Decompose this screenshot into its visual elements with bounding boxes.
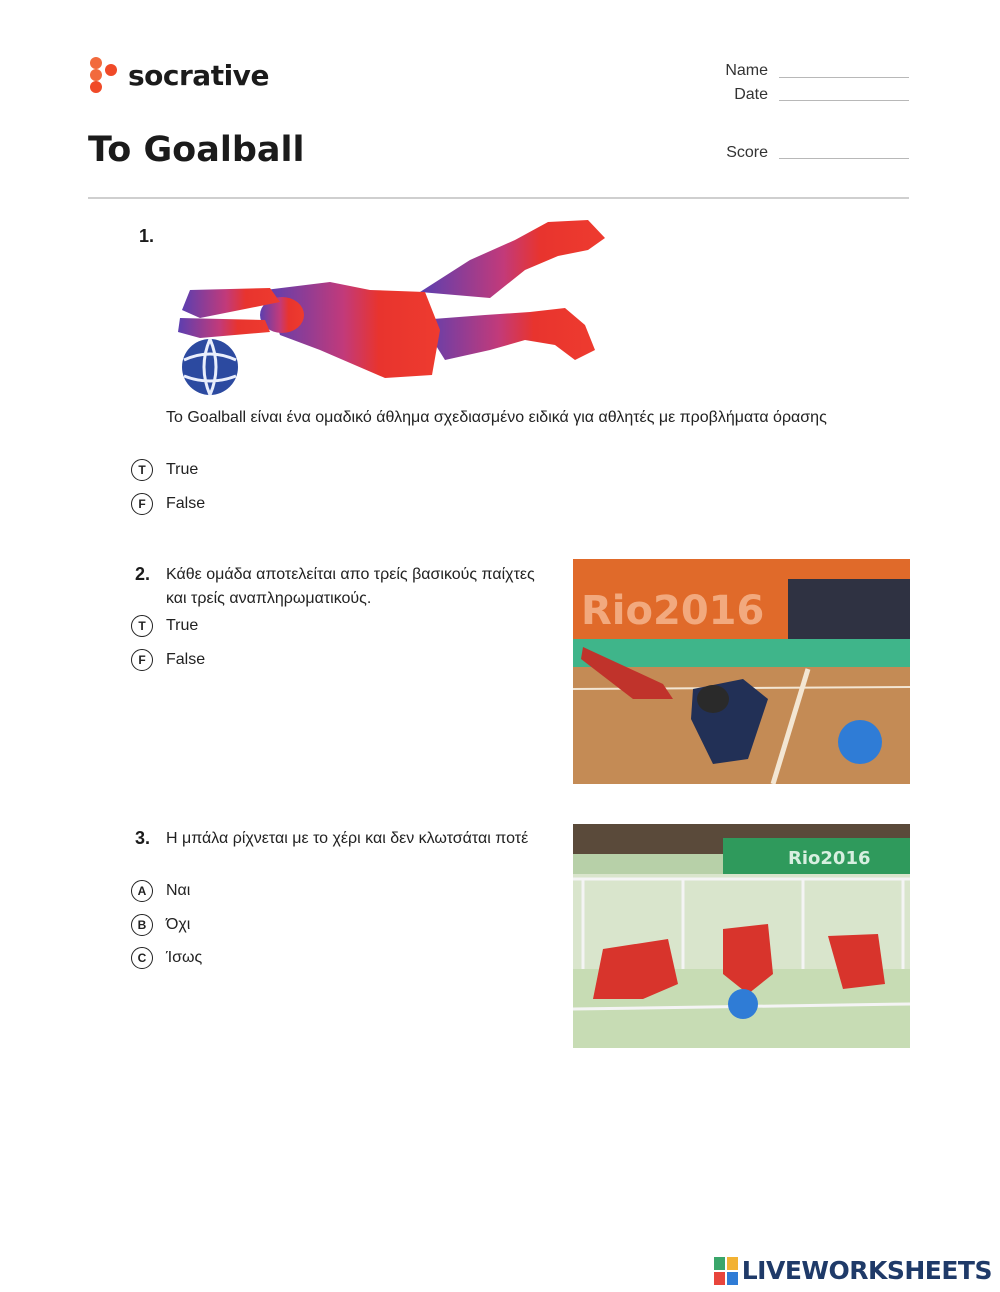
question-2-option-true[interactable] (131, 615, 198, 637)
option-label: False (166, 651, 206, 668)
option-label: Ίσως (166, 949, 203, 966)
question-1-text: Το Goalball είναι ένα ομαδικό άθλημα σχεδιασμένο ειδικά για αθλητές με προβλήματα όρασης (166, 409, 827, 426)
socrative-logo-icon (88, 56, 120, 94)
name-label: Name (725, 62, 768, 79)
option-badge: F (131, 493, 153, 515)
goalball-photo-throwing (573, 824, 910, 1048)
photo-banner-text: Rio2016 (788, 848, 871, 869)
option-label: Ναι (166, 882, 191, 899)
question-3-option-c[interactable] (131, 947, 202, 969)
option-badge: T (131, 459, 153, 481)
goalball-photo-diving (573, 559, 910, 784)
score-field[interactable] (779, 158, 909, 159)
option-badge: B (131, 914, 153, 936)
socrative-logo (88, 56, 269, 94)
question-3-text: Η μπάλα ρίχνεται με το χέρι και δεν κλωτσάται ποτέ (166, 830, 529, 847)
option-label: True (166, 461, 199, 478)
option-label: True (166, 617, 199, 634)
question-3-option-b[interactable] (131, 914, 190, 936)
option-badge: A (131, 880, 153, 902)
option-badge: F (131, 649, 153, 671)
photo-banner-text: Rio2016 (581, 588, 765, 634)
date-label: Date (734, 86, 768, 103)
liveworksheets-watermark (714, 1256, 992, 1285)
question-2-text: Κάθε ομάδα αποτελείται απο τρείς βασικούς παίχτες και τρείς αναπληρωματικούς. (166, 566, 535, 607)
question-2-option-false[interactable] (131, 649, 205, 671)
goalball-player-illustration (170, 220, 610, 400)
watermark-text: LIVEWORKSHEETS (741, 1256, 992, 1285)
brand-name: socrative (128, 58, 269, 92)
question-1-option-true[interactable] (131, 459, 198, 481)
question-1-number: 1. (139, 226, 155, 246)
option-badge: T (131, 615, 153, 637)
date-field[interactable] (779, 100, 909, 101)
question-3-option-a[interactable] (131, 880, 190, 902)
question-2-number: 2. (135, 564, 151, 584)
option-label: Όχι (166, 916, 191, 933)
option-label: False (166, 495, 206, 512)
option-badge: C (131, 947, 153, 969)
question-1-option-false[interactable] (131, 493, 205, 515)
question-3-number: 3. (135, 828, 151, 848)
score-label: Score (726, 144, 768, 161)
page-title: To Goalball (88, 130, 305, 170)
header-divider (88, 197, 909, 199)
name-field[interactable] (779, 77, 909, 78)
liveworksheets-logo-icon (714, 1257, 738, 1285)
